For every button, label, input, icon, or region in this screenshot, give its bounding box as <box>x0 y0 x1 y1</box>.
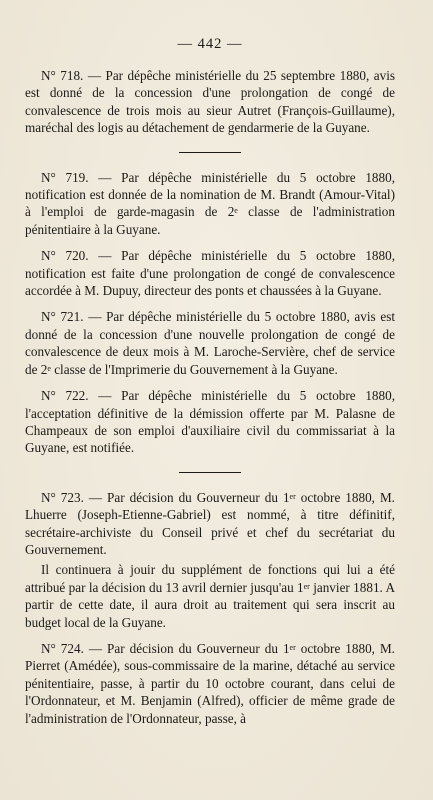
section-divider <box>179 472 241 473</box>
decree-paragraph: Il continuera à jouir du supplément de fonctions qui lui a été attribué par la décision du 13 avril dernier jusqu'au 1er janvier 1881. A partir de cette date, il aura droit au traitement qui sera inscrit au budget local de la Guyane. <box>25 562 395 630</box>
decree-paragraph: N° 722. — Par dépêche ministérielle du 5 octobre 1880, l'acceptation définitive de la démission offerte par M. Palasne de Champeaux de son emploi d'auxiliaire civil du commissariat à la Guyane, est notifiée. <box>25 388 395 456</box>
decree-paragraph: N° 721. — Par dépêche ministérielle du 5 octobre 1880, avis est donné de la concession d'une nouvelle prolongation de congé de convalescence de deux mois à M. Laroche-Servière, chef de service de 2e classe de l'Imprimerie du Gouvernement à la Guyane. <box>25 309 395 377</box>
decree-paragraph: N° 718. — Par dépêche ministérielle du 25 septembre 1880, avis est donné de la concession d'une prolongation de congé de convalescence de trois mois au sieur Autret (François-Guillaume), maréchal des logis au détachement de gendarmerie de la Guyane. <box>25 68 395 136</box>
decree-paragraph: N° 720. — Par dépêche ministérielle du 5 octobre 1880, notification est faite d'une prolongation de congé de convalescence accordée à M. Dupuy, directeur des ponts et chaussées à la Guyane. <box>25 248 395 299</box>
decree-paragraph: N° 723. — Par décision du Gouverneur du 1er octobre 1880, M. Lhuerre (Joseph-Etienne-Gabriel) est nommé, à titre définitif, secrétaire-archiviste du Conseil privé et chef du secrétariat du Gouvernement. <box>25 489 395 557</box>
document-body <box>25 67 395 727</box>
section-divider <box>179 152 241 153</box>
page-number: — 442 — <box>177 36 243 52</box>
decree-paragraph: N° 724. — Par décision du Gouverneur du 1er octobre 1880, M. Pierret (Amédée), sous-commissaire de la marine, détaché au service pénitentiaire, passe, à partir du 10 octobre courant, dans celui de l'Ordonnateur, et M. Benjamin (Alfred), officier de même grade de l'administration de l'Ordonnateur, passe, à <box>25 640 395 726</box>
decree-paragraph: N° 719. — Par dépêche ministérielle du 5 octobre 1880, notification est donnée de la nomination de M. Brandt (Amour-Vital) à l'emploi de garde-magasin de 2e classe de l'administration pénitentiaire à la Guyane. <box>25 169 395 237</box>
